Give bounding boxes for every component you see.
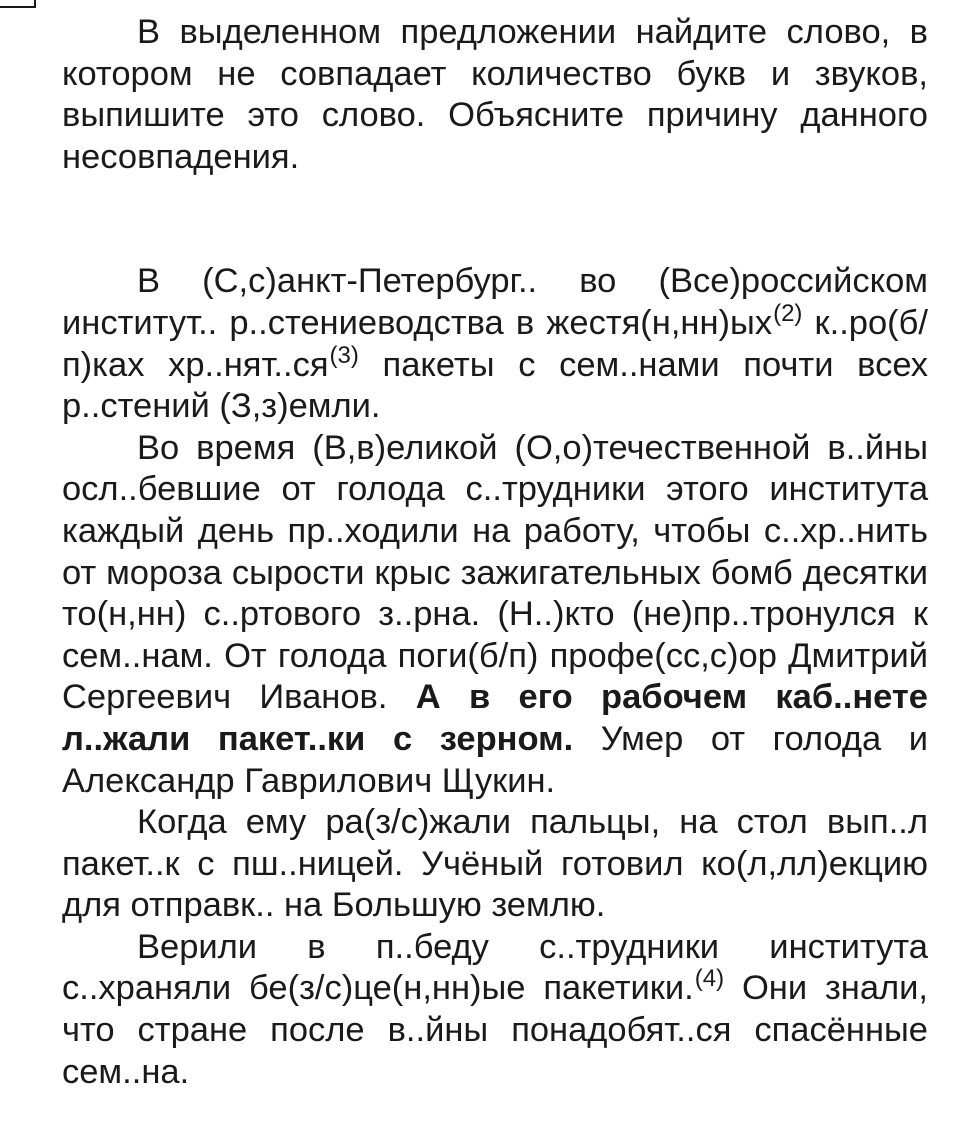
document-body — [62, 12, 928, 1093]
text-paragraph-1 — [62, 261, 928, 427]
text-paragraph-4 — [62, 927, 928, 1093]
highlighted-sentence: А в его рабочем каб..нете л..жали пакет..ки с зерном. — [62, 678, 928, 758]
text-run: Когда ему ра(з/с)жали пальцы, на стол вып..л пакет..к с пш..ницей. Учёный готовил ко(л,лл)екцию для отправк.. на Большую землю. — [62, 803, 928, 925]
task-instruction: В выделенном предложении найдите слово, в котором не совпадает количество букв и звуков, выпишите это слово. Объясните причину данного несовпадения. — [62, 13, 928, 176]
footnote-marker-3: (3) — [329, 341, 359, 369]
text-run: пакеты с сем..нами почти всех р..стений (З,з)емли. — [62, 345, 928, 426]
footnote-marker-4: (4) — [694, 965, 725, 993]
page-corner-mark — [0, 0, 36, 8]
text-run: В (С,с)анкт-Петербург.. во (Все)российском институт.. р..стениеводства в жестя(н,нн)ых — [62, 262, 928, 342]
text-paragraph-2 — [62, 428, 928, 802]
text-run: Умер от голода и Александр Гаврилович Щукин. — [62, 719, 928, 800]
text-run: Во время (В,в)еликой (О,о)течественной в..йны осл..бевшие от голода с..трудники этого института каждый день пр..ходили на работу, чтобы с..хр..нить от мороза сырости крыс зажигательных бомб десятки то(н,нн) с..ртового з..рна. (Н..)кто (не)пр..тронулся к сем..нам. От голода поги(б/п) профе(сс,с)ор Дмитрий Сергеевич Иванов. — [62, 428, 928, 717]
text-run: к..ро(б/п)ках хр..нят..ся — [62, 303, 929, 384]
text-run: Верили в п..беду с..трудники института с..храняли бе(з/с)це(н,нн)ые пакетики. — [62, 927, 928, 1008]
text-run: Они знали, что стране после в..йны понадобят..ся спасённые сем..на. — [62, 969, 928, 1091]
footnote-marker-2: (2) — [773, 299, 803, 327]
text-paragraph-3 — [62, 802, 928, 927]
